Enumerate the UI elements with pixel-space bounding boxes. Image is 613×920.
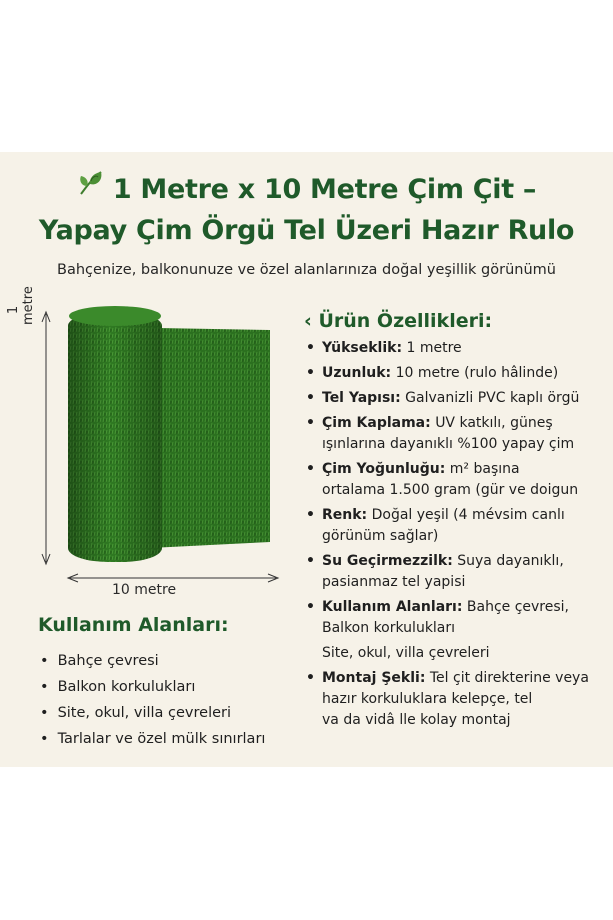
feature-length: [306, 363, 606, 384]
feature-mounting: [306, 668, 606, 731]
list-item: • Balkon korkulukları: [40, 674, 265, 700]
title-line-1: [0, 170, 613, 211]
features-list: [306, 338, 606, 735]
features-heading: [304, 310, 492, 332]
feature-value: 10 metre (rulo hâlinde): [395, 365, 559, 381]
feature-density: [306, 459, 606, 501]
subtitle: Bahçenize, balkonunuze ve özel alanlarınıza doğal yeşillik görünümü: [57, 262, 556, 278]
feature-value: Bahçe çevresi,: [466, 599, 569, 615]
feature-label: Renk:: [322, 507, 368, 523]
feature-value: Galvanizli PVC kaplı örgü: [405, 390, 580, 406]
page-title: [0, 170, 613, 251]
features-heading-text: Ürün Özellikleri:: [318, 310, 493, 332]
feature-value: Doğal yeşil (4 mévsim canlı: [371, 507, 565, 523]
feature-waterproof: [306, 551, 606, 593]
feature-value: Suya dayanıklı,: [457, 553, 564, 569]
feature-value-cont: Site, okul, villa çevreleri: [322, 645, 490, 661]
product-panel: [0, 152, 613, 767]
list-item: • Site, okul, villa çevreleri: [40, 700, 265, 726]
feature-label: Tel Yapısı:: [322, 390, 401, 406]
feature-label: Montaj Şekli:: [322, 670, 426, 686]
chevron-left-icon: ‹: [304, 310, 319, 332]
feature-value: UV katkılı, güneş: [435, 415, 553, 431]
feature-value-cont: pasianmaz tel yapisi: [322, 574, 466, 590]
title-text-1: 1 Metre x 10 Metre Çim Çit –: [112, 174, 537, 205]
title-line-2: Yapay Çim Örgü Tel Üzeri Hazır Rulo: [38, 214, 575, 246]
usage-heading: Kullanım Alanları:: [38, 614, 229, 636]
leaf-icon: [77, 168, 107, 208]
feature-value-cont: ortalama 1.500 gram (gür ve doigun: [322, 482, 579, 498]
feature-label: Yükseklik:: [322, 340, 403, 356]
feature-value-cont: hazır korkuluklara kelepçe, tel: [322, 691, 533, 707]
feature-label: Çim Yoğunluğu:: [322, 461, 446, 477]
grass-roll-figure: [30, 302, 290, 602]
feature-height: [306, 338, 606, 359]
feature-label: Uzunluk:: [322, 365, 392, 381]
feature-value-cont: ışınlarına dayanıklı %100 yapay çim: [322, 436, 575, 452]
width-dimension-label: 10 metre: [112, 582, 177, 598]
feature-value: m² başına: [449, 461, 520, 477]
feature-value: 1 metre: [406, 340, 462, 356]
feature-coating: [306, 413, 606, 455]
feature-wire: [306, 388, 606, 409]
feature-label: Su Geçirmezzilk:: [322, 553, 453, 569]
feature-label: Çim Kaplama:: [322, 415, 431, 431]
feature-value: Tel çit direkterine veya: [429, 670, 589, 686]
feature-usage: [306, 597, 606, 664]
feature-value-cont: va da vidâ lle kolay montaj: [322, 712, 511, 728]
feature-value-cont: Balkon korkulukları: [322, 620, 456, 636]
list-item: • Tarlalar ve özel mülk sınırları: [40, 726, 265, 752]
list-item: • Bahçe çevresi: [40, 648, 265, 674]
height-dimension-label: 1 metre: [6, 286, 36, 325]
feature-color: [306, 505, 606, 547]
feature-value-cont: görünüm sağlar): [322, 528, 439, 544]
usage-list: [40, 648, 265, 752]
feature-label: Kullanım Alanları:: [322, 599, 463, 615]
grass-roll-illustration: [30, 302, 290, 602]
